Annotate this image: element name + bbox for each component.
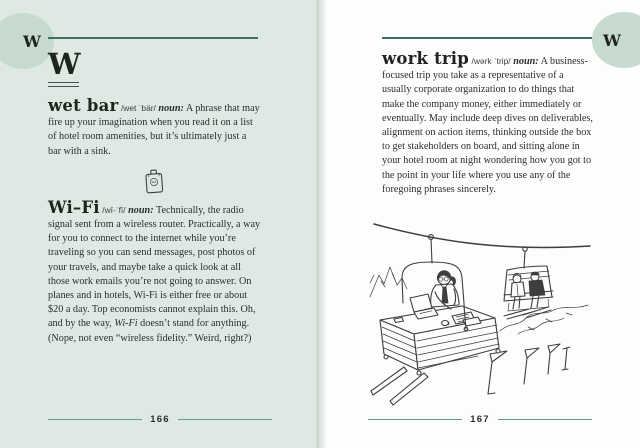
entry-term: wet bar xyxy=(48,96,119,115)
entry-pronunciation: /wet ˈbär/ xyxy=(120,103,156,113)
worktrip-illustration xyxy=(368,221,594,411)
page-number: 167 xyxy=(470,414,490,425)
desk-lift-worker xyxy=(371,235,500,405)
tab-letter: W xyxy=(23,31,41,51)
entry-wet-bar xyxy=(48,96,261,159)
header-rule xyxy=(382,37,592,39)
entry-divider xyxy=(48,168,261,195)
section-letter-underline xyxy=(48,82,79,87)
footer-rule xyxy=(498,419,592,421)
entry-pronunciation: /wī-ˈfī/ xyxy=(102,204,126,215)
entry-definition-part: doesn’t stand for anything. (Nope, not even “wireless fidelity.” Weird, right?) xyxy=(48,318,252,344)
entry-part-of-speech: noun: xyxy=(158,103,184,114)
section-letter: W xyxy=(48,47,82,81)
entry-definition-part: Technically, the radio signal sent from a wireless router. Practically, a way for you to connect to the internet while you’re traveling so you can send messages, post photos of your travels, and maybe take a quick look at all those work emails you’re not going to answer. On planes and in hotels, Wi-Fi is either free or about $20 a day. Top economists cannot explain this. Oh, and by the way, xyxy=(48,204,261,330)
entry-work-trip xyxy=(382,49,595,197)
entry-term: Wi–Fi xyxy=(48,197,100,217)
footer-rule xyxy=(368,419,462,421)
mountains-left xyxy=(370,267,407,297)
left-page-footer xyxy=(48,414,272,425)
right-page xyxy=(320,0,640,448)
letter-tab-left xyxy=(0,13,54,69)
ski-lift-cable-line xyxy=(374,224,590,247)
chairlift-skiers xyxy=(504,247,553,319)
entry-definition: A phrase that may fire up your imagination when you read it on a list of hotel room amenities, but it’s ultimately just a bar with a sink. xyxy=(48,103,260,157)
entry-part-of-speech: noun: xyxy=(128,204,154,216)
page-number: 166 xyxy=(150,414,170,425)
footer-rule xyxy=(178,419,272,421)
entry-wi-fi xyxy=(48,197,261,346)
entry-definition-italic-term: Wi-Fi xyxy=(114,318,138,330)
header-rule xyxy=(48,37,258,39)
letter-tab-right xyxy=(592,12,640,68)
right-page-content xyxy=(382,49,595,197)
footer-rule xyxy=(48,419,142,421)
right-page-footer xyxy=(368,414,592,425)
entry-part-of-speech: noun: xyxy=(513,56,539,67)
left-page-content xyxy=(48,49,261,346)
tab-letter: W xyxy=(603,30,621,50)
entry-definition: A business-focused trip you take as a representative of a usually corporate organization to do things that make the company money, either immediately or eventually. May include deep dives on deliverables, alignment on action items, thinking outside the box to get stakeholders on board, and sitting alone in your hotel room at night wondering how you got to the point in your life where you use any of the foregoing phrases sincerely. xyxy=(382,56,593,195)
entry-pronunciation: /wərk ˈtrip/ xyxy=(471,56,511,66)
suitcase-icon xyxy=(143,168,166,195)
entry-term: work trip xyxy=(382,49,469,68)
